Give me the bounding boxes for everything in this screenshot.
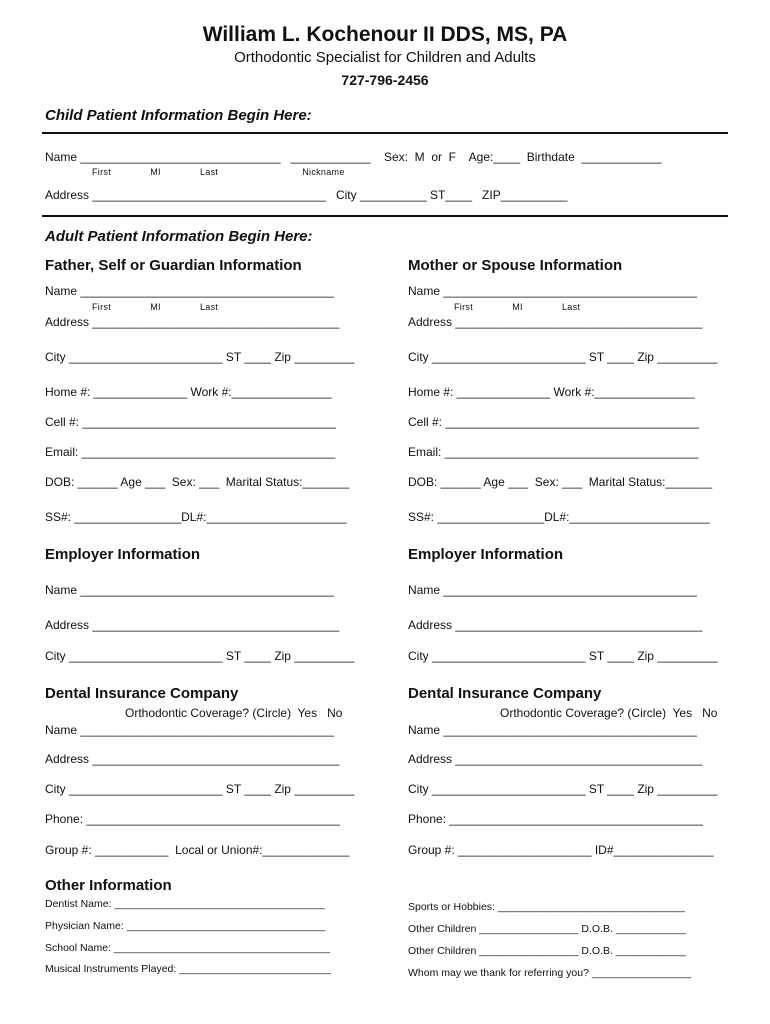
father-address-field[interactable]: Address _____________________________________ [45, 315, 340, 329]
mother-insurance-phone-field[interactable]: Phone: ______________________________________ [408, 812, 703, 826]
mother-insurance-address-field[interactable]: Address _____________________________________ [408, 752, 703, 766]
mother-employer-name-field[interactable]: Name ______________________________________ [408, 583, 697, 597]
father-insurance-heading: Dental Insurance Company [45, 685, 239, 702]
father-info-heading: Father, Self or Guardian Information [45, 257, 302, 274]
child-section-heading: Child Patient Information Begin Here: [45, 107, 312, 124]
child-name-field[interactable]: Name ______________________________ ____________ Sex: M or F Age:____ Birthdate ____________ [45, 150, 662, 164]
mother-ortho-coverage-choice[interactable]: Orthodontic Coverage? (Circle) Yes No [500, 706, 718, 720]
father-insurance-city-field[interactable]: City _______________________ ST ____ Zip _________ [45, 782, 355, 796]
referral-field[interactable]: Whom may we thank for referring you? _________________ [408, 967, 692, 979]
father-employer-name-field[interactable]: Name ______________________________________ [45, 583, 334, 597]
section-divider [42, 215, 728, 217]
father-employer-city-field[interactable]: City _______________________ ST ____ Zip _________ [45, 649, 355, 663]
practice-name: William L. Kochenour II DDS, MS, PA [202, 23, 568, 46]
sports-hobbies-field[interactable]: Sports or Hobbies: ________________________________ [408, 901, 685, 913]
father-insurance-group-field[interactable]: Group #: ___________ Local or Union#:_____________ [45, 843, 350, 857]
physician-name-field[interactable]: Physician Name: __________________________________ [45, 920, 326, 932]
father-ortho-coverage-choice[interactable]: Orthodontic Coverage? (Circle) Yes No [125, 706, 343, 720]
father-city-field[interactable]: City _______________________ ST ____ Zip _________ [45, 350, 355, 364]
school-name-field[interactable]: School Name: _____________________________________ [45, 942, 330, 954]
musical-instruments-field[interactable]: Musical Instruments Played: __________________________ [45, 963, 332, 975]
other-children-field-1[interactable]: Other Children _________________ D.O.B. ____________ [408, 923, 686, 935]
mother-insurance-group-field[interactable]: Group #: ____________________ ID#_______________ [408, 843, 714, 857]
father-dob-field[interactable]: DOB: ______ Age ___ Sex: ___ Marital Status:_______ [45, 475, 350, 489]
child-name-subscript: First MI Last Nickname [92, 167, 345, 177]
mother-dob-field[interactable]: DOB: ______ Age ___ Sex: ___ Marital Status:_______ [408, 475, 713, 489]
mother-employer-city-field[interactable]: City _______________________ ST ____ Zip _________ [408, 649, 718, 663]
father-ss-field[interactable]: SS#: ________________DL#:_____________________ [45, 510, 347, 524]
father-phone-field[interactable]: Home #: ______________ Work #:_______________ [45, 385, 332, 399]
father-employer-heading: Employer Information [45, 546, 201, 563]
mother-info-heading: Mother or Spouse Information [408, 257, 623, 274]
father-insurance-phone-field[interactable]: Phone: ______________________________________ [45, 812, 340, 826]
mother-address-field[interactable]: Address _____________________________________ [408, 315, 703, 329]
father-insurance-address-field[interactable]: Address _____________________________________ [45, 752, 340, 766]
father-name-field[interactable]: Name ______________________________________ [45, 284, 334, 298]
mother-email-field[interactable]: Email: ______________________________________ [408, 445, 699, 459]
mother-employer-heading: Employer Information [408, 546, 564, 563]
mother-name-subscript: First MI Last [454, 302, 581, 312]
child-address-field[interactable]: Address ___________________________________ City __________ ST____ ZIP__________ [45, 188, 568, 202]
practice-subtitle: Orthodontic Specialist for Children and Adults [234, 49, 536, 66]
dentist-name-field[interactable]: Dentist Name: ____________________________________ [45, 898, 325, 910]
mother-name-field[interactable]: Name ______________________________________ [408, 284, 697, 298]
father-cell-field[interactable]: Cell #: ______________________________________ [45, 415, 336, 429]
father-name-subscript: First MI Last [92, 302, 219, 312]
father-email-field[interactable]: Email: ______________________________________ [45, 445, 336, 459]
adult-section-heading: Adult Patient Information Begin Here: [45, 228, 313, 245]
father-insurance-name-field[interactable]: Name ______________________________________ [45, 723, 334, 737]
mother-cell-field[interactable]: Cell #: ______________________________________ [408, 415, 699, 429]
mother-employer-address-field[interactable]: Address _____________________________________ [408, 618, 703, 632]
practice-phone: 727-796-2456 [341, 72, 429, 88]
father-employer-address-field[interactable]: Address _____________________________________ [45, 618, 340, 632]
other-children-field-2[interactable]: Other Children _________________ D.O.B. ____________ [408, 945, 686, 957]
mother-insurance-city-field[interactable]: City _______________________ ST ____ Zip _________ [408, 782, 718, 796]
mother-insurance-heading: Dental Insurance Company [408, 685, 602, 702]
section-divider [42, 132, 728, 134]
mother-city-field[interactable]: City _______________________ ST ____ Zip _________ [408, 350, 718, 364]
mother-ss-field[interactable]: SS#: ________________DL#:_____________________ [408, 510, 710, 524]
mother-insurance-name-field[interactable]: Name ______________________________________ [408, 723, 697, 737]
mother-phone-field[interactable]: Home #: ______________ Work #:_______________ [408, 385, 695, 399]
other-info-heading: Other Information [45, 877, 172, 894]
